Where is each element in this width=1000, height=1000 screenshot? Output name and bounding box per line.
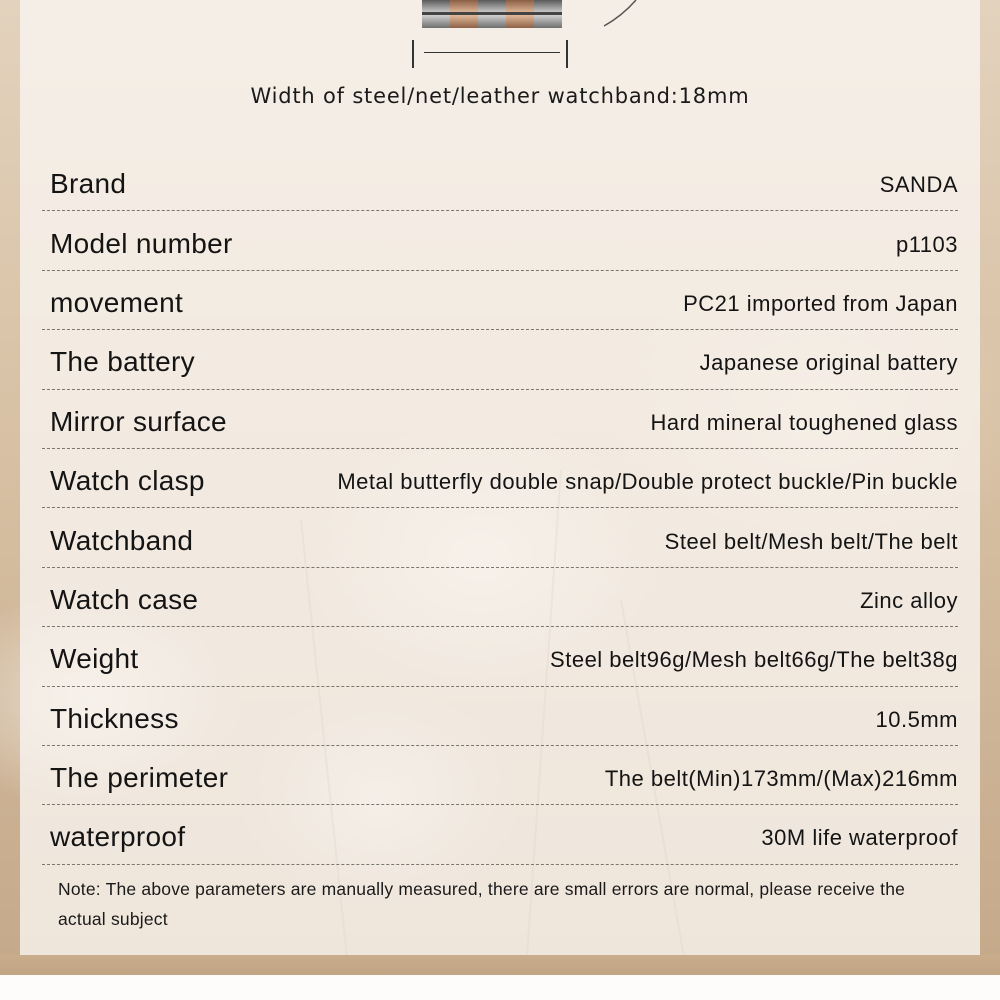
spec-label: The perimeter: [50, 762, 229, 794]
spec-row-mirror-surface: [42, 390, 958, 449]
spec-value: p1103: [895, 231, 958, 257]
spec-value: Hard mineral toughened glass: [650, 409, 958, 435]
spec-row-waterproof: [42, 805, 958, 864]
measure-tick-left: [412, 40, 414, 68]
band-width-indicator: [412, 40, 572, 68]
spec-value: Steel belt/Mesh belt/The belt: [664, 528, 958, 554]
spec-row-brand: [42, 152, 958, 211]
measure-tick-right: [566, 40, 568, 68]
spec-row-watch-case: [42, 568, 958, 627]
spec-label: The battery: [50, 346, 195, 378]
spec-label: Watch case: [50, 583, 199, 615]
spec-label: Weight: [50, 643, 139, 675]
spec-label: movement: [50, 286, 184, 318]
spec-label: Brand: [50, 168, 127, 200]
spec-label: Mirror surface: [50, 405, 227, 437]
spec-row-thickness: [42, 687, 958, 746]
spec-row-battery: [42, 330, 958, 389]
spec-label: Model number: [50, 227, 233, 259]
spec-row-watchband: [42, 508, 958, 567]
spec-row-perimeter: [42, 746, 958, 805]
spec-table: [42, 152, 958, 865]
spec-value: Zinc alloy: [860, 587, 958, 613]
measure-line: [424, 52, 560, 53]
spec-label: Thickness: [50, 702, 179, 734]
watchband-image: [422, 0, 562, 30]
spec-row-movement: [42, 271, 958, 330]
decorative-curve: [600, 0, 640, 30]
spec-row-model-number: [42, 211, 958, 270]
spec-value: Metal butterfly double snap/Double protect buckle/Pin buckle: [337, 469, 958, 495]
spec-value: Steel belt96g/Mesh belt66g/The belt38g: [550, 647, 958, 673]
spec-label: Watch clasp: [50, 465, 205, 497]
bottom-margin: [0, 975, 1000, 1000]
spec-value: PC21 imported from Japan: [683, 290, 958, 316]
spec-label: Watchband: [50, 524, 194, 556]
measurement-note: Note: The above parameters are manually measured, there are small errors are normal, please receive the actual subject: [58, 879, 906, 929]
spec-value: SANDA: [879, 172, 958, 198]
spec-value: 30M life waterproof: [761, 825, 958, 851]
band-width-caption: Width of steel/net/leather watchband:18mm: [250, 84, 750, 108]
spec-value: The belt(Min)173mm/(Max)216mm: [604, 766, 958, 792]
spec-row-weight: [42, 627, 958, 686]
spec-label: waterproof: [50, 821, 186, 853]
spec-row-watch-clasp: [42, 449, 958, 508]
spec-value: 10.5mm: [875, 706, 958, 732]
spec-value: Japanese original battery: [699, 350, 958, 376]
